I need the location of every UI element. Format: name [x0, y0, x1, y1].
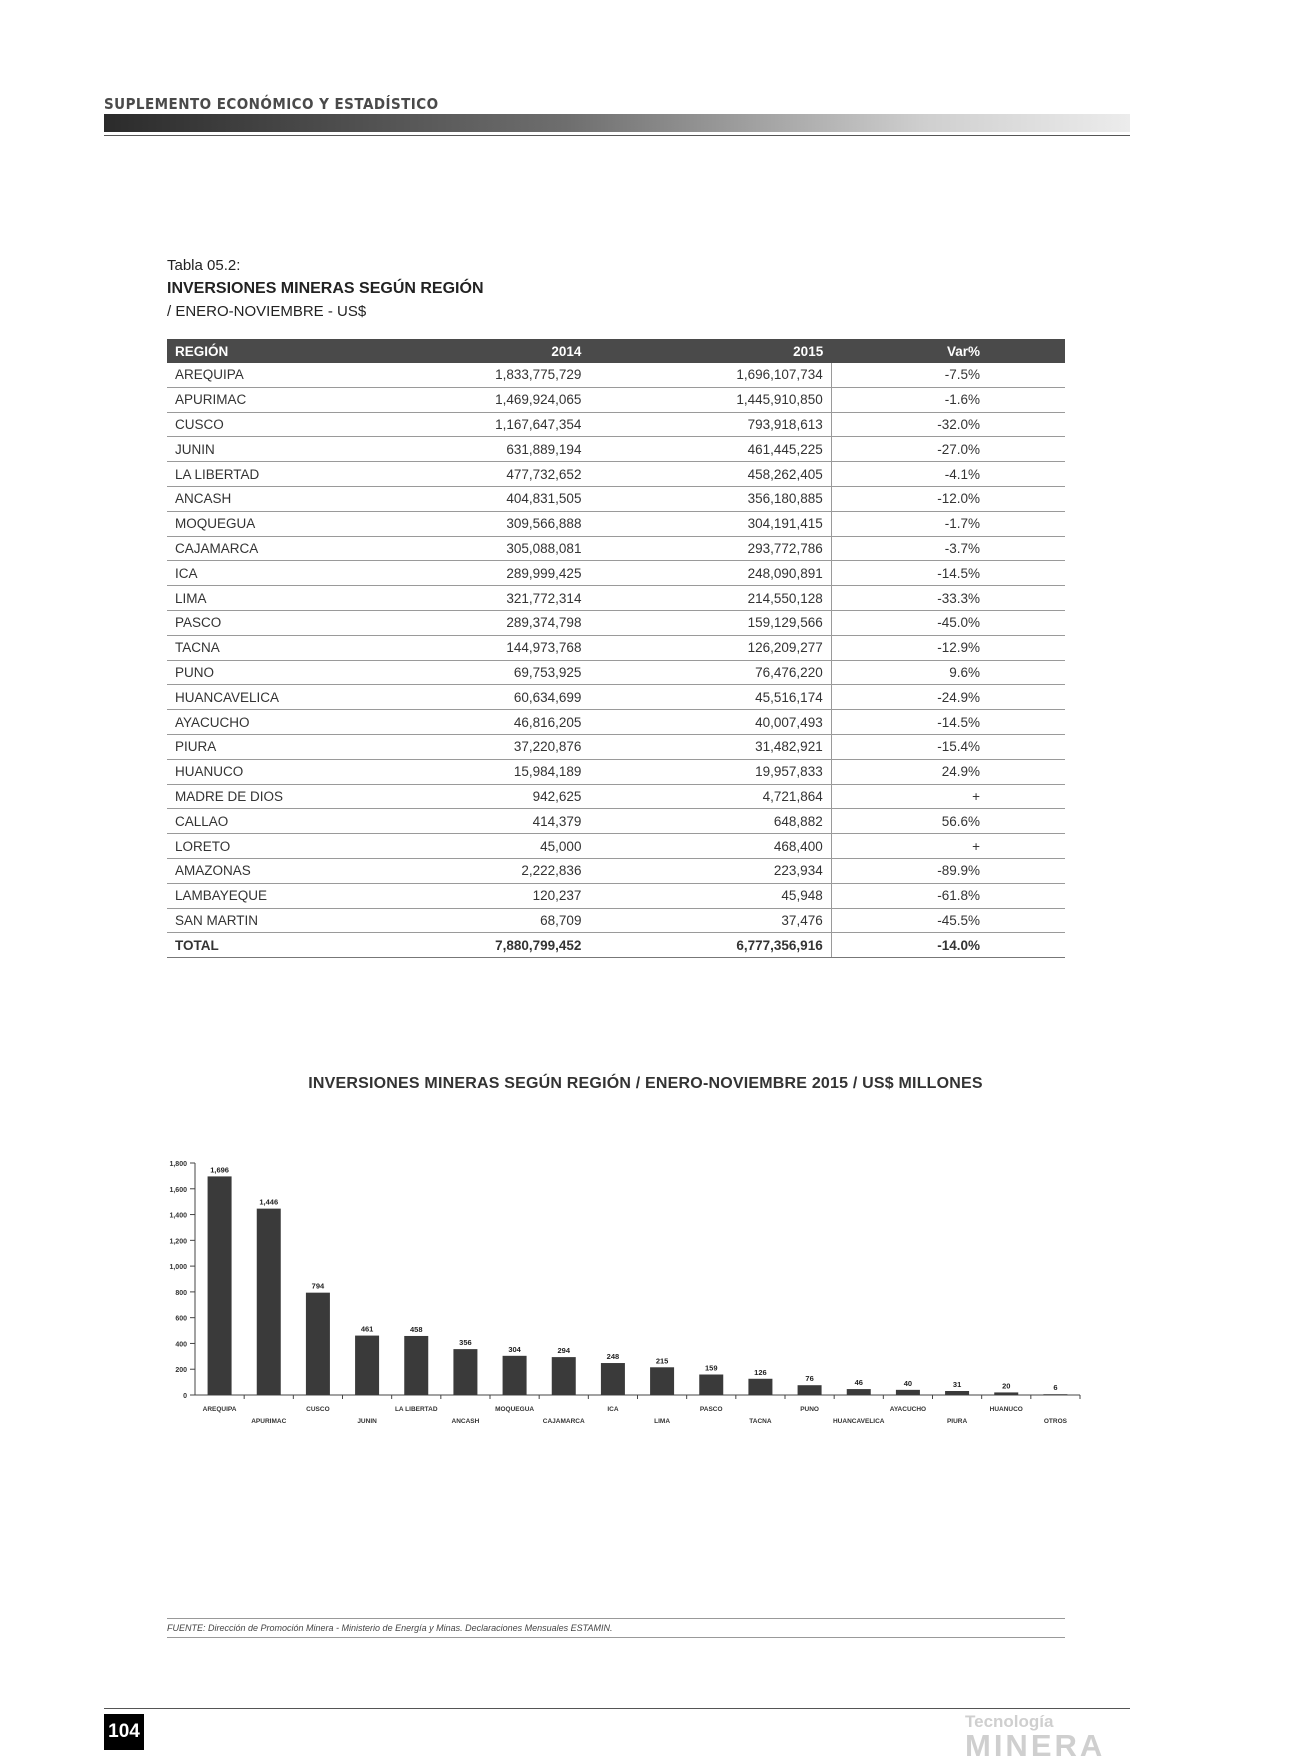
cell-2015: 76,476,220	[589, 660, 831, 685]
cell-2015: 159,129,566	[589, 610, 831, 635]
y-tick-label: 1,200	[169, 1238, 187, 1246]
header-gradient-bar	[104, 114, 1130, 132]
cell-2015: 293,772,786	[589, 536, 831, 561]
table-row	[167, 511, 1065, 536]
bar	[208, 1176, 232, 1395]
cell-2015: 793,918,613	[589, 412, 831, 437]
cell-2014: 120,237	[423, 883, 589, 908]
cell-2014: 404,831,505	[423, 486, 589, 511]
publication-logo	[965, 1712, 1130, 1762]
table-label: Tabla 05.2:	[167, 257, 241, 274]
cell-region: APURIMAC	[167, 387, 423, 412]
bar	[847, 1389, 871, 1395]
cell-region: AMAZONAS	[167, 858, 423, 883]
cell-var: -4.1%	[831, 462, 1065, 487]
bar	[404, 1336, 428, 1395]
cell-2015: 45,948	[589, 883, 831, 908]
cell-var: -61.8%	[831, 883, 1065, 908]
cell-region: TACNA	[167, 635, 423, 660]
bar	[650, 1367, 674, 1395]
cell-2015: 40,007,493	[589, 710, 831, 735]
y-tick-label: 400	[175, 1341, 187, 1349]
column-header-2014: 2014	[423, 339, 589, 363]
table-row	[167, 784, 1065, 809]
cell-2015: 1,445,910,850	[589, 387, 831, 412]
cell-2015: 1,696,107,734	[589, 363, 831, 387]
bar	[257, 1209, 281, 1395]
table-row	[167, 834, 1065, 859]
cell-region: JUNIN	[167, 437, 423, 462]
category-label: PUNO	[800, 1406, 819, 1413]
chart-title: INVERSIONES MINERAS SEGÚN REGIÓN / ENERO-NOVIEMBRE 2015 / US$ MILLONES	[308, 1075, 983, 1092]
cell-2014: 321,772,314	[423, 586, 589, 611]
bar	[699, 1375, 723, 1395]
category-label: AREQUIPA	[202, 1406, 237, 1413]
bar	[994, 1392, 1018, 1395]
source-bottom-rule	[167, 1637, 1065, 1638]
table-row	[167, 586, 1065, 611]
cell-2014: 1,469,924,065	[423, 387, 589, 412]
cell-2015: 461,445,225	[589, 437, 831, 462]
bar	[798, 1385, 822, 1395]
table-row	[167, 883, 1065, 908]
cell-var: 9.6%	[831, 660, 1065, 685]
y-tick-label: 200	[175, 1367, 187, 1375]
cell-2014: 477,732,652	[423, 462, 589, 487]
cell-region: LORETO	[167, 834, 423, 859]
table-row	[167, 462, 1065, 487]
cell-var: -24.9%	[831, 685, 1065, 710]
y-tick-label: 600	[175, 1315, 187, 1323]
cell-region: SAN MARTIN	[167, 908, 423, 933]
category-label: ANCASH	[451, 1418, 480, 1425]
table-row	[167, 635, 1065, 660]
cell-region: PASCO	[167, 610, 423, 635]
cell-2015: 6,777,356,916	[589, 933, 831, 958]
table-row	[167, 710, 1065, 735]
bar-value-label: 6	[1053, 1383, 1058, 1393]
category-label: TACNA	[749, 1418, 772, 1425]
logo-line1: Tecnología	[965, 1712, 1054, 1731]
cell-region: TOTAL	[167, 933, 423, 958]
table-title: INVERSIONES MINERAS SEGÚN REGIÓN	[167, 280, 484, 297]
column-header-region: REGIÓN	[167, 339, 423, 363]
category-label: JUNIN	[357, 1418, 377, 1425]
bar	[945, 1391, 969, 1395]
cell-var: 24.9%	[831, 759, 1065, 784]
cell-2014: 69,753,925	[423, 660, 589, 685]
bar-value-label: 458	[409, 1324, 423, 1334]
cell-var: -45.0%	[831, 610, 1065, 635]
category-label: PASCO	[699, 1406, 723, 1413]
cell-2015: 19,957,833	[589, 759, 831, 784]
cell-2014: 68,709	[423, 908, 589, 933]
cell-2014: 1,167,647,354	[423, 412, 589, 437]
cell-var: +	[831, 784, 1065, 809]
bar-value-label: 215	[655, 1356, 669, 1366]
table-row	[167, 561, 1065, 586]
cell-2014: 309,566,888	[423, 511, 589, 536]
table-row	[167, 685, 1065, 710]
table-row	[167, 536, 1065, 561]
bar-value-label: 356	[459, 1338, 472, 1348]
table-row	[167, 363, 1065, 387]
cell-2015: 304,191,415	[589, 511, 831, 536]
cell-2015: 4,721,864	[589, 784, 831, 809]
cell-2015: 37,476	[589, 908, 831, 933]
cell-region: LAMBAYEQUE	[167, 883, 423, 908]
table-row	[167, 387, 1065, 412]
cell-region: CUSCO	[167, 412, 423, 437]
cell-2014: 37,220,876	[423, 734, 589, 759]
cell-2014: 2,222,836	[423, 858, 589, 883]
cell-2015: 45,516,174	[589, 685, 831, 710]
bar-value-label: 40	[903, 1378, 913, 1388]
bar-value-label: 248	[606, 1352, 620, 1362]
bar-value-label: 294	[557, 1346, 571, 1356]
table-caption	[167, 254, 484, 323]
cell-2014: 15,984,189	[423, 759, 589, 784]
bar-value-label: 20	[1002, 1381, 1011, 1391]
cell-region: HUANCAVELICA	[167, 685, 423, 710]
source-top-rule	[167, 1618, 1065, 1619]
cell-var: -14.5%	[831, 710, 1065, 735]
cell-2014: 289,999,425	[423, 561, 589, 586]
cell-2015: 248,090,891	[589, 561, 831, 586]
cell-region: MOQUEGUA	[167, 511, 423, 536]
cell-var: -32.0%	[831, 412, 1065, 437]
cell-2014: 45,000	[423, 834, 589, 859]
table-total-row	[167, 933, 1065, 958]
cell-2014: 1,833,775,729	[423, 363, 589, 387]
cell-var: -3.7%	[831, 536, 1065, 561]
cell-2014: 942,625	[423, 784, 589, 809]
cell-region: CAJAMARCA	[167, 536, 423, 561]
category-label: CUSCO	[306, 1406, 330, 1413]
category-label: MOQUEGUA	[495, 1406, 535, 1413]
cell-var: -89.9%	[831, 858, 1065, 883]
column-header-2015: 2015	[589, 339, 831, 363]
y-tick-label: 1,600	[169, 1186, 187, 1194]
category-label: PIURA	[946, 1418, 968, 1425]
cell-var: -14.5%	[831, 561, 1065, 586]
cell-region: AREQUIPA	[167, 363, 423, 387]
bar-chart	[150, 1155, 1100, 1495]
y-tick-label: 1,400	[169, 1212, 187, 1220]
header-rule	[104, 135, 1130, 136]
bar	[453, 1349, 477, 1395]
investment-table	[167, 339, 1065, 958]
cell-2015: 468,400	[589, 834, 831, 859]
category-label: LIMA	[654, 1418, 671, 1425]
cell-2014: 289,374,798	[423, 610, 589, 635]
page-number: 104	[104, 1714, 144, 1750]
cell-var: -14.0%	[831, 933, 1065, 958]
bar	[601, 1363, 625, 1395]
cell-var: -45.5%	[831, 908, 1065, 933]
bar	[1043, 1394, 1067, 1395]
cell-var: -27.0%	[831, 437, 1065, 462]
cell-region: HUANUCO	[167, 759, 423, 784]
cell-region: CALLAO	[167, 809, 423, 834]
table-row	[167, 660, 1065, 685]
bar-value-label: 126	[754, 1367, 767, 1377]
y-tick-label: 1,000	[169, 1264, 187, 1272]
bar-value-label: 794	[311, 1281, 325, 1291]
cell-region: ANCASH	[167, 486, 423, 511]
category-label: ICA	[607, 1406, 619, 1413]
cell-region: AYACUCHO	[167, 710, 423, 735]
cell-var: -7.5%	[831, 363, 1065, 387]
table-row	[167, 437, 1065, 462]
bar-value-label: 1,696	[210, 1165, 229, 1175]
table-row	[167, 759, 1065, 784]
cell-region: LIMA	[167, 586, 423, 611]
table-row	[167, 908, 1065, 933]
cell-var: -1.7%	[831, 511, 1065, 536]
bar	[748, 1379, 772, 1395]
cell-2014: 7,880,799,452	[423, 933, 589, 958]
cell-2014: 414,379	[423, 809, 589, 834]
y-tick-label: 800	[175, 1289, 187, 1297]
cell-2014: 144,973,768	[423, 635, 589, 660]
cell-var: -33.3%	[831, 586, 1065, 611]
footer-rule	[104, 1708, 1130, 1709]
cell-2014: 46,816,205	[423, 710, 589, 735]
cell-var: 56.6%	[831, 809, 1065, 834]
bar-value-label: 31	[952, 1380, 962, 1390]
category-label: LA LIBERTAD	[394, 1406, 438, 1413]
cell-2014: 60,634,699	[423, 685, 589, 710]
cell-var: -12.9%	[831, 635, 1065, 660]
bar-value-label: 1,446	[259, 1197, 279, 1207]
cell-var: -15.4%	[831, 734, 1065, 759]
bar-value-label: 159	[704, 1363, 718, 1373]
cell-region: LA LIBERTAD	[167, 462, 423, 487]
table-row	[167, 858, 1065, 883]
category-label: OTROS	[1043, 1418, 1067, 1425]
cell-var: -1.6%	[831, 387, 1065, 412]
logo-line2: MINERA	[965, 1728, 1106, 1763]
table-row	[167, 610, 1065, 635]
cell-2015: 214,550,128	[589, 586, 831, 611]
y-tick-label: 1,800	[169, 1161, 187, 1168]
table-body	[167, 363, 1065, 958]
table-subtitle: / ENERO-NOVIEMBRE - US$	[167, 303, 367, 320]
bar	[896, 1390, 920, 1395]
category-label: HUANUCO	[989, 1406, 1023, 1413]
bar-value-label: 46	[854, 1378, 863, 1388]
bar-value-label: 76	[805, 1374, 814, 1384]
table-row	[167, 486, 1065, 511]
bar	[306, 1293, 330, 1395]
cell-2015: 458,262,405	[589, 462, 831, 487]
bar-value-label: 304	[508, 1344, 521, 1354]
table-row	[167, 412, 1065, 437]
table-row	[167, 734, 1065, 759]
cell-region: ICA	[167, 561, 423, 586]
cell-region: PUNO	[167, 660, 423, 685]
bar	[503, 1356, 527, 1395]
cell-2014: 631,889,194	[423, 437, 589, 462]
cell-2015: 648,882	[589, 809, 831, 834]
section-header-title: SUPLEMENTO ECONÓMICO Y ESTADÍSTICO	[104, 95, 439, 113]
source-note: FUENTE: Dirección de Promoción Minera - Ministerio de Energía y Minas. Declaraciones Mensuales ESTAMIN.	[167, 1623, 613, 1633]
category-label: AYACUCHO	[889, 1406, 927, 1413]
cell-2015: 223,934	[589, 858, 831, 883]
category-label: HUANCAVELICA	[832, 1418, 885, 1425]
y-tick-label: 0	[183, 1393, 187, 1400]
category-label: CAJAMARCA	[542, 1418, 585, 1425]
cell-region: MADRE DE DIOS	[167, 784, 423, 809]
column-header-var: Var%	[831, 339, 1065, 363]
cell-var: -12.0%	[831, 486, 1065, 511]
cell-2015: 31,482,921	[589, 734, 831, 759]
bar-value-label: 461	[360, 1324, 374, 1334]
cell-2015: 356,180,885	[589, 486, 831, 511]
table-header-row	[167, 339, 1065, 363]
category-label: APURIMAC	[251, 1418, 287, 1425]
cell-2014: 305,088,081	[423, 536, 589, 561]
table-row	[167, 809, 1065, 834]
bar	[355, 1336, 379, 1395]
cell-var: +	[831, 834, 1065, 859]
bar	[552, 1357, 576, 1395]
cell-region: PIURA	[167, 734, 423, 759]
cell-2015: 126,209,277	[589, 635, 831, 660]
